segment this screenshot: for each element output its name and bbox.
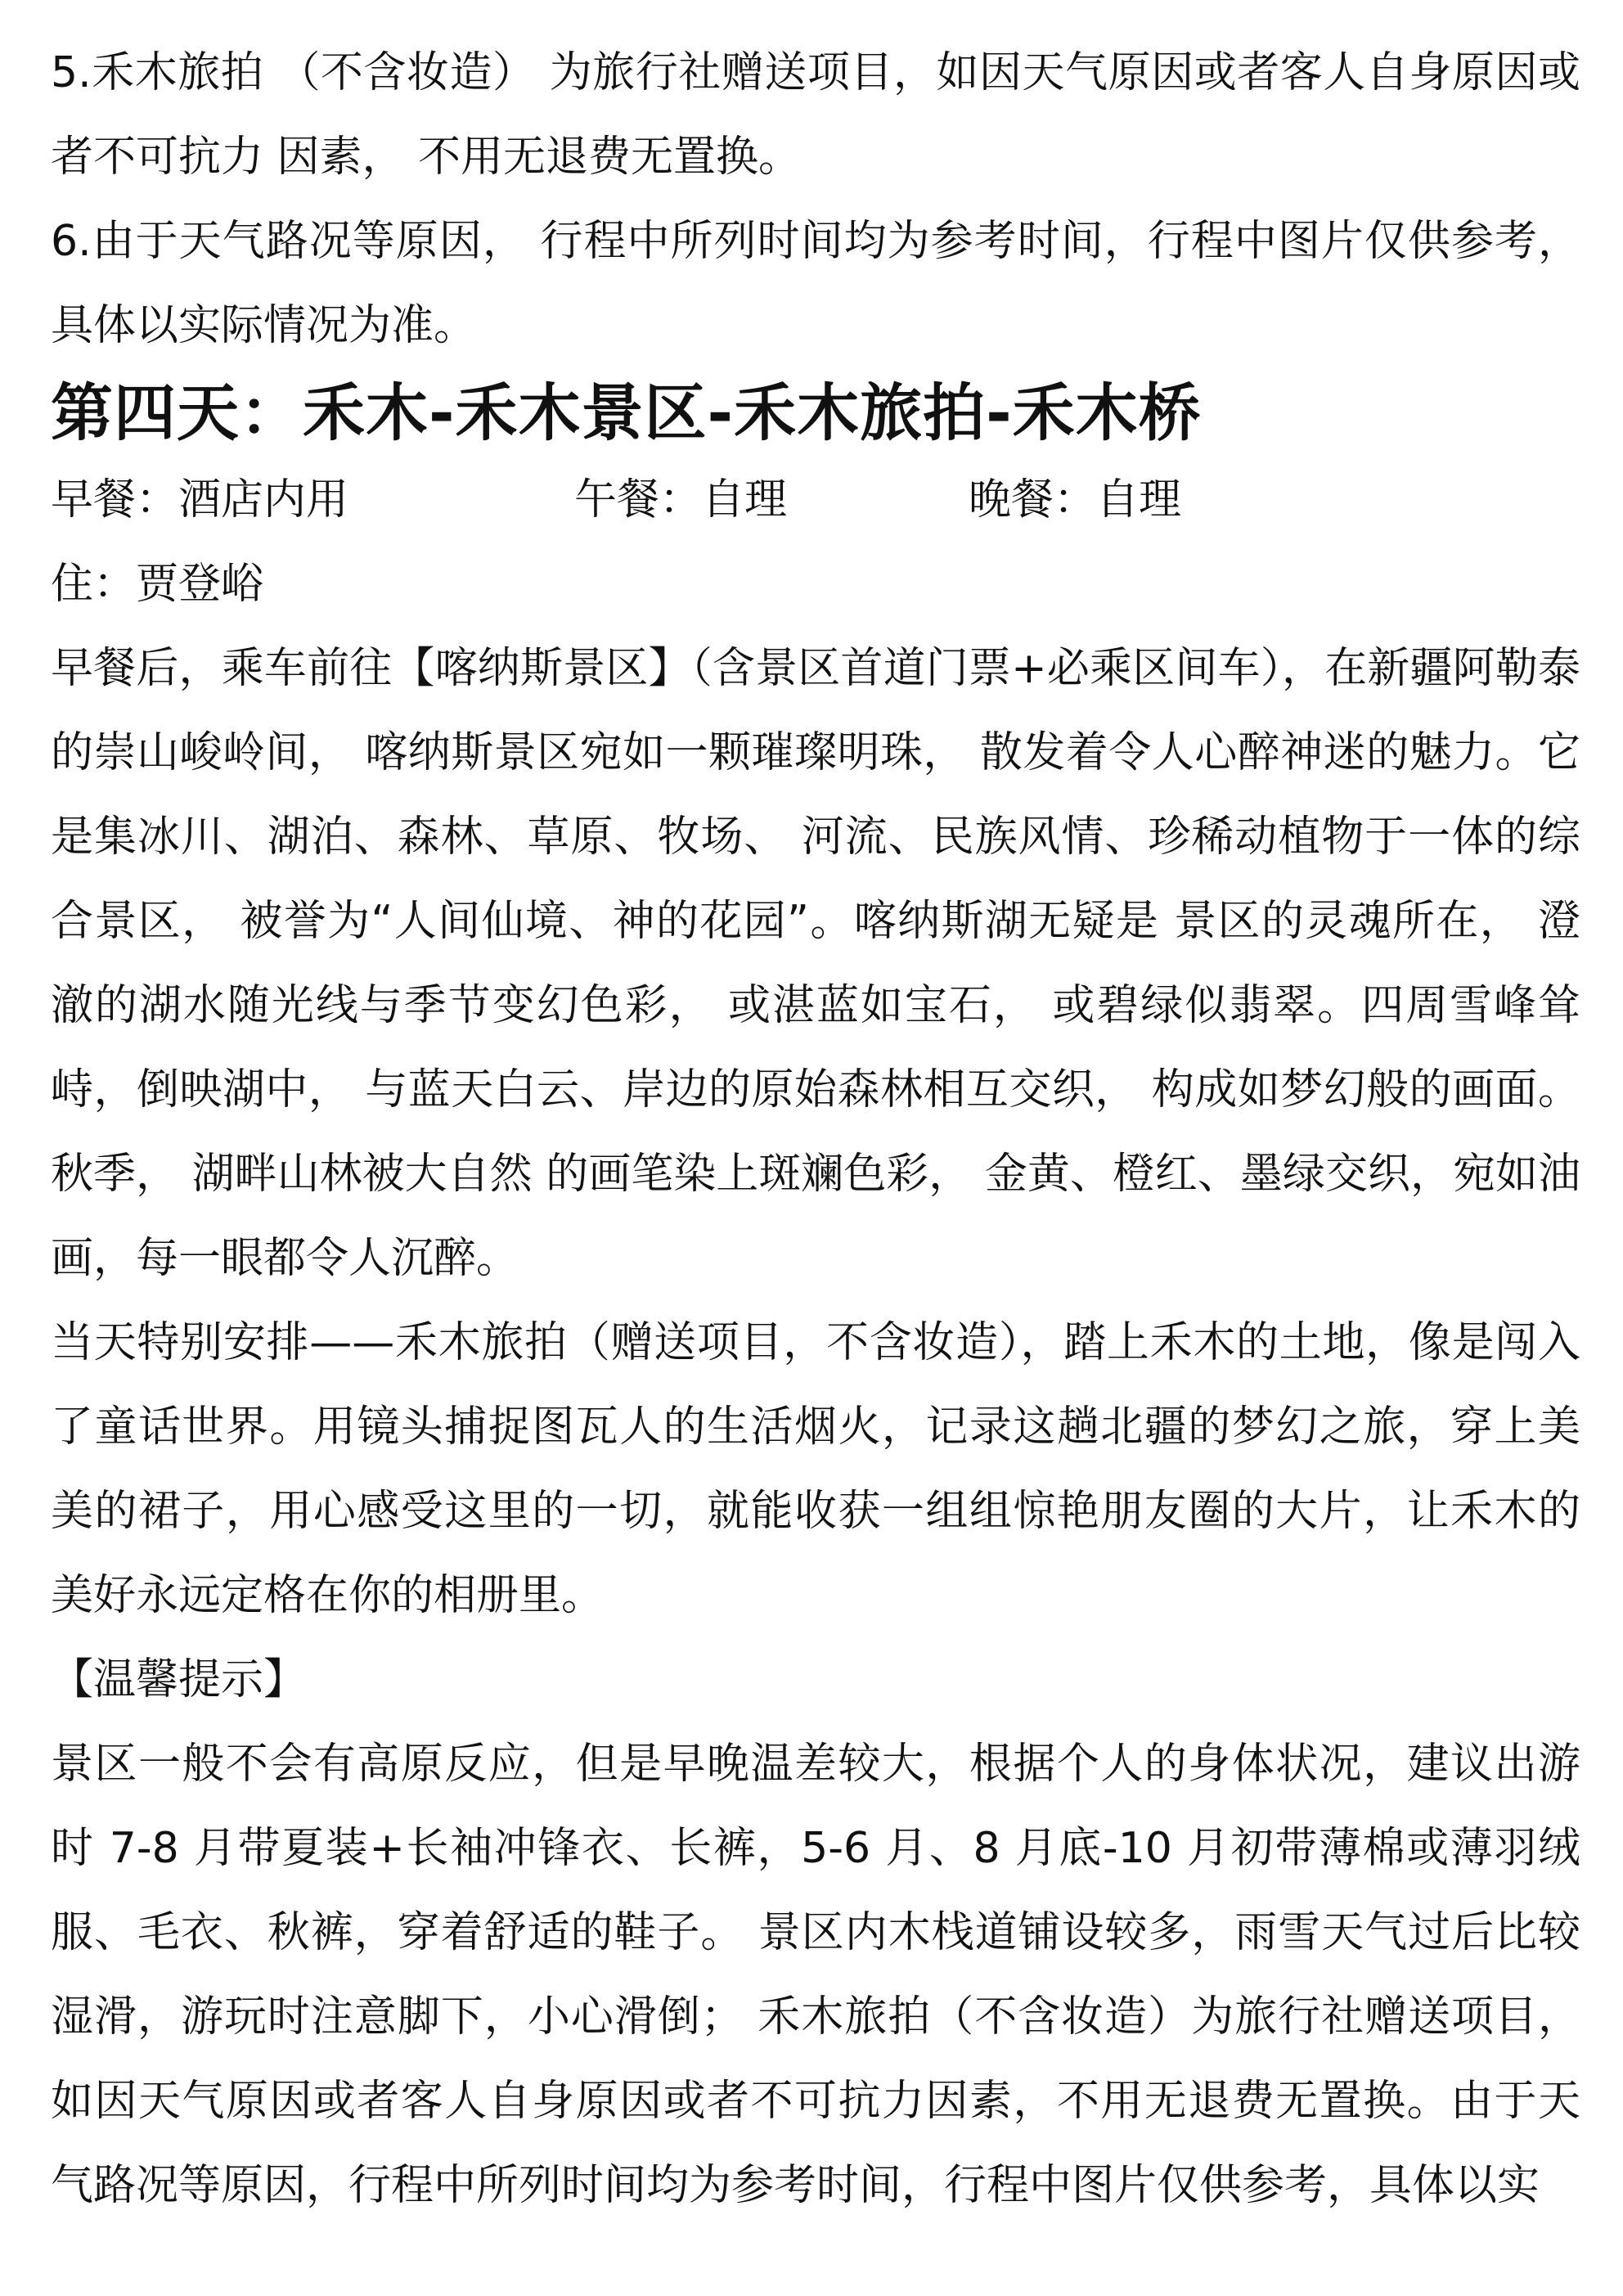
meal-lunch: 午餐：自理 [574, 475, 788, 524]
itinerary-paragraph-2: 当天特别安排——禾木旅拍（赠送项目，不含妆造），踏上禾木的土地，像是闯入了童话世界。用镜头捕捉图瓦人的生活烟火，记录这趟北疆的梦幻之旅，穿上美美的裙子，用心感受这里的一切，就能收获一组组惊艳朋友圈的大片，让禾木的美好永远定格在你的相册里。 [51, 1318, 1580, 1620]
meal-dinner: 晚餐：自理 [969, 475, 1182, 524]
note-6: 6.由于天气路况等原因， 行程中所列时间均为参考时间，行程中图片仅供参考，具体以实际情况为准。 [51, 217, 1580, 350]
note-5: 5.禾木旅拍 （不含妆造） 为旅行社赠送项目，如因天气原因或者客人自身原因或者不可抗力 因素， 不用无退费无置换。 [51, 48, 1580, 182]
day-title: 第四天：禾木-禾木景区-禾木旅拍-禾木桥 [51, 376, 1202, 449]
meals-row [51, 458, 1580, 542]
meal-breakfast: 早餐：酒店内用 [51, 475, 349, 524]
tips-heading: 【温馨提示】 [51, 1655, 307, 1704]
itinerary-paragraph-1: 早餐后，乘车前往【喀纳斯景区】（含景区首道门票+必乘区间车），在新疆阿勒泰的崇山峻岭间， 喀纳斯景区宛如一颗璀璨明珠， 散发着令人心醉神迷的魅力。它是集冰川、湖泊、森林、草原、牧场、 河流、民族风情、珍稀动植物于一体的综合景区， 被誉为“人间仙境、神的花园”。喀纳斯湖无疑是 景区的灵魂所在， 澄澈的湖水随光线与季节变幻色彩， 或湛蓝如宝石， 或碧绿似翡翠。四周雪峰耸峙，倒映湖中， 与蓝天白云、岸边的原始森林相互交织， 构成如梦幻般的画面。秋季， 湖畔山林被大自然 的画笔染上斑斓色彩， 金黄、橙红、墨绿交织，宛如油画，每一眼都令人沉醉。 [51, 644, 1580, 1283]
document-page [51, 31, 1580, 2228]
accommodation: 住：贾登峪 [51, 560, 264, 609]
tips-text: 景区一般不会有高原反应，但是早晚温差较大，根据个人的身体状况，建议出游时 7-8 月带夏装+长袖冲锋衣、长裤，5-6 月、8 月底-10 月初带薄棉或薄羽绒服、毛衣、秋裤，穿着舒适的鞋子。 景区内木栈道铺设较多，雨雪天气过后比较湿滑，游玩时注意脚下，小心滑倒； 禾木旅拍（不含妆造）为旅行社赠送项目，如因天气原因或者客人自身原因或者不可抗力因素，不用无退费无置换。由于天气路况等原因，行程中所列时间均为参考时间，行程中图片仅供参考，具体以实 [51, 1740, 1580, 2210]
